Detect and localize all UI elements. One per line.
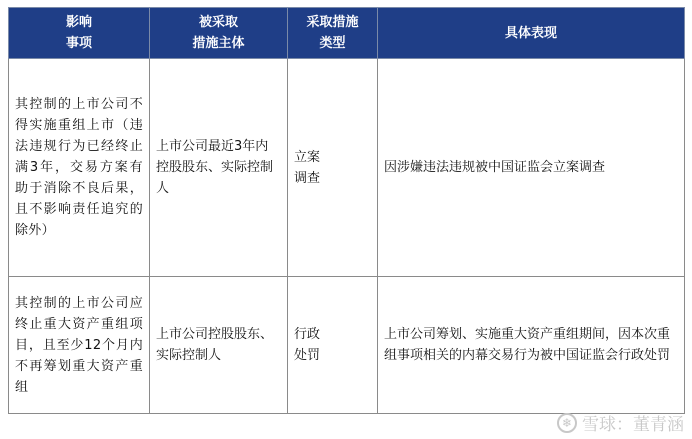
watermark-text: 雪球：董青涵 bbox=[582, 415, 684, 435]
header-detail bbox=[378, 8, 685, 59]
header-matter-line1: 影响 bbox=[65, 15, 92, 30]
snowball-logo-icon: ❄ bbox=[557, 413, 577, 433]
measure-line1: 行政 bbox=[294, 327, 321, 342]
measure-line2: 处罚 bbox=[294, 348, 321, 363]
detail-cell: 上市公司筹划、实施重大资产重组期间，因本次重组事项相关的内幕交易行为被中国证监会行政处罚 bbox=[378, 277, 685, 414]
header-measure bbox=[288, 8, 378, 59]
watermark bbox=[557, 410, 684, 435]
subject-cell: 上市公司控股股东、实际控制人 bbox=[150, 277, 288, 414]
measure-line1: 立案 bbox=[294, 149, 321, 165]
header-row bbox=[9, 8, 685, 59]
matter-cell: 其控制的上市公司不得实施重组上市（违法违规行为已经终止满3年，交易方案有助于消除不良后果，且不影响责任追究的除外） bbox=[9, 59, 150, 277]
header-subject-line1: 被采取 bbox=[198, 15, 238, 30]
header-detail-line1: 具体表现 bbox=[504, 25, 557, 41]
measure-cell bbox=[288, 277, 378, 414]
header-subject-line2: 措施主体 bbox=[192, 36, 245, 51]
header-measure-line1: 采取措施 bbox=[306, 15, 359, 30]
detail-cell: 因涉嫌违法违规被中国证监会立案调查 bbox=[378, 59, 685, 277]
header-measure-line2: 类型 bbox=[319, 36, 346, 51]
matter-cell: 其控制的上市公司应终止重大资产重组项目，且至少12个月内不再筹划重大资产重组 bbox=[9, 277, 150, 414]
table-row bbox=[9, 277, 685, 414]
header-matter bbox=[9, 8, 150, 59]
table-row bbox=[9, 59, 685, 277]
header-matter-line2: 事项 bbox=[65, 36, 92, 51]
header-subject bbox=[150, 8, 288, 59]
measures-table bbox=[8, 7, 685, 414]
subject-cell: 上市公司最近3年内控股股东、实际控制人 bbox=[150, 59, 288, 277]
measure-line2: 调查 bbox=[294, 170, 321, 186]
measure-cell bbox=[288, 59, 378, 277]
